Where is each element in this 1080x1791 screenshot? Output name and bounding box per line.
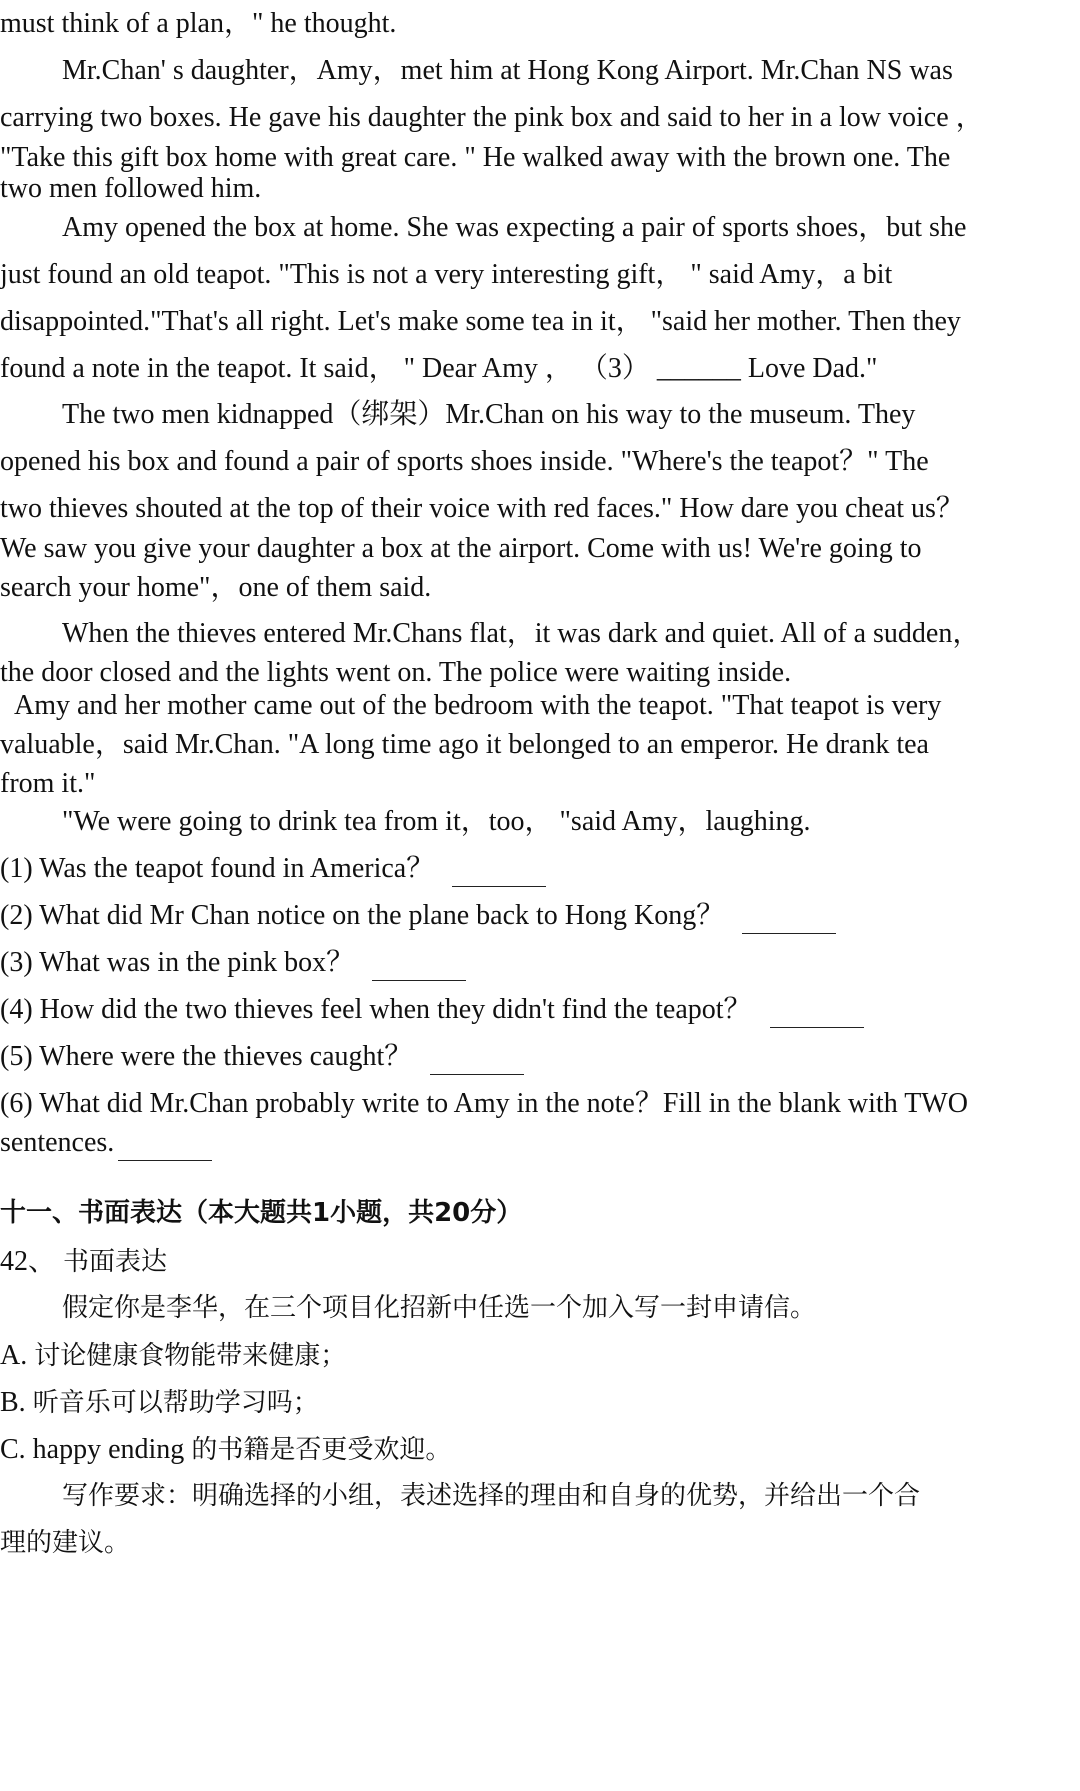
- answer-blank[interactable]: [770, 1001, 864, 1028]
- passage-line: disappointed."That's all right. Let's make some tea in it， "said her mother. Then they: [0, 306, 961, 337]
- answer-blank[interactable]: [742, 907, 836, 934]
- option-text: 听音乐可以帮助学习吗；: [32, 1388, 319, 1418]
- passage-line: The two men kidnapped（绑架）Mr.Chan on his way to the museum. They: [62, 399, 916, 430]
- passage-line: just found an old teapot. "This is not a very interesting gift， " said Amy，a bit: [0, 259, 893, 290]
- option-text: 讨论健康食物能带来健康；: [34, 1341, 347, 1371]
- passage-line: "Take this gift box home with great care. " He walked away with the brown one. The: [0, 142, 951, 173]
- question-5: [0, 1043, 1080, 1073]
- writing-requirement: 写作要求：明确选择的小组，表述选择的理由和自身的优势，并给出一个合: [62, 1481, 921, 1511]
- question-title: 书面表达: [63, 1247, 168, 1277]
- question-text: (2) What did Mr Chan notice on the plane back to Hong Kong？: [0, 900, 725, 931]
- passage-line: "We were going to drink tea from it，too， "said Amy，laughing.: [62, 806, 811, 837]
- passage-line: two men followed him.: [0, 173, 262, 204]
- question-text: (5) Where were the thieves caught？: [0, 1041, 413, 1072]
- question-4: [0, 996, 1080, 1026]
- option-b: [0, 1389, 1080, 1419]
- passage-line: Amy and her mother came out of the bedroom with the teapot. "That teapot is very: [14, 690, 942, 721]
- question-text: (3) What was in the pink box？: [0, 947, 355, 978]
- question-text: sentences.: [0, 1127, 115, 1158]
- passage-line: opened his box and found a pair of sports shoes inside. "Where's the teapot？" The: [0, 446, 929, 477]
- question-42-title: [0, 1248, 1080, 1278]
- question-1: [0, 855, 1080, 885]
- question-6-cont: [0, 1129, 1080, 1159]
- option-label: B.: [0, 1387, 26, 1418]
- writing-intro: 假定你是李华，在三个项目化招新中任选一个加入写一封申请信。: [62, 1293, 817, 1323]
- answer-blank[interactable]: [372, 954, 466, 981]
- passage-line: Mr.Chan' s daughter，Amy，met him at Hong Kong Airport. Mr.Chan NS was: [62, 55, 953, 86]
- writing-requirement-cont: 理的建议。: [0, 1528, 131, 1558]
- answer-blank[interactable]: [430, 1048, 524, 1075]
- passage-line: from it.": [0, 768, 96, 799]
- question-2: [0, 902, 1080, 932]
- passage-line: We saw you give your daughter a box at the airport. Come with us! We're going to: [0, 533, 922, 564]
- passage-line: the door closed and the lights went on. The police were waiting inside.: [0, 657, 792, 688]
- option-text: 的书籍是否更受欢迎。: [191, 1435, 452, 1465]
- question-text: (4) How did the two thieves feel when they didn't find the teapot？: [0, 994, 752, 1025]
- answer-blank[interactable]: [118, 1134, 212, 1161]
- option-label: A.: [0, 1340, 28, 1371]
- passage-line: Amy opened the box at home. She was expecting a pair of sports shoes，but she: [62, 212, 967, 243]
- option-label: C. happy ending: [0, 1434, 185, 1465]
- question-3: [0, 949, 1080, 979]
- passage-line: found a note in the teapot. It said， " Dear Amy ， （3） ______ Love Dad.": [0, 353, 878, 384]
- question-number: 42、: [0, 1246, 57, 1277]
- option-a: [0, 1342, 1080, 1372]
- passage-line: search your home"，one of them said.: [0, 572, 432, 603]
- passage-line: When the thieves entered Mr.Chans flat，it was dark and quiet. All of a sudden，: [62, 618, 981, 649]
- question-text: (1) Was the teapot found in America？: [0, 853, 435, 884]
- question-text: (6) What did Mr.Chan probably write to Amy in the note？Fill in the blank with TWO: [0, 1088, 968, 1119]
- passage-line: carrying two boxes. He gave his daughter the pink box and said to her in a low voice ，: [0, 102, 984, 133]
- option-c: [0, 1436, 1080, 1466]
- section-heading: 十一、书面表达（本大题共1小题，共20分）: [0, 1198, 523, 1228]
- passage-line: valuable，said Mr.Chan. "A long time ago it belonged to an emperor. He drank tea: [0, 729, 929, 760]
- answer-blank[interactable]: [452, 860, 546, 887]
- passage-line: must think of a plan，" he thought.: [0, 8, 397, 39]
- question-6: [0, 1090, 1080, 1120]
- passage-line: two thieves shouted at the top of their voice with red faces." How dare you cheat us？: [0, 493, 964, 524]
